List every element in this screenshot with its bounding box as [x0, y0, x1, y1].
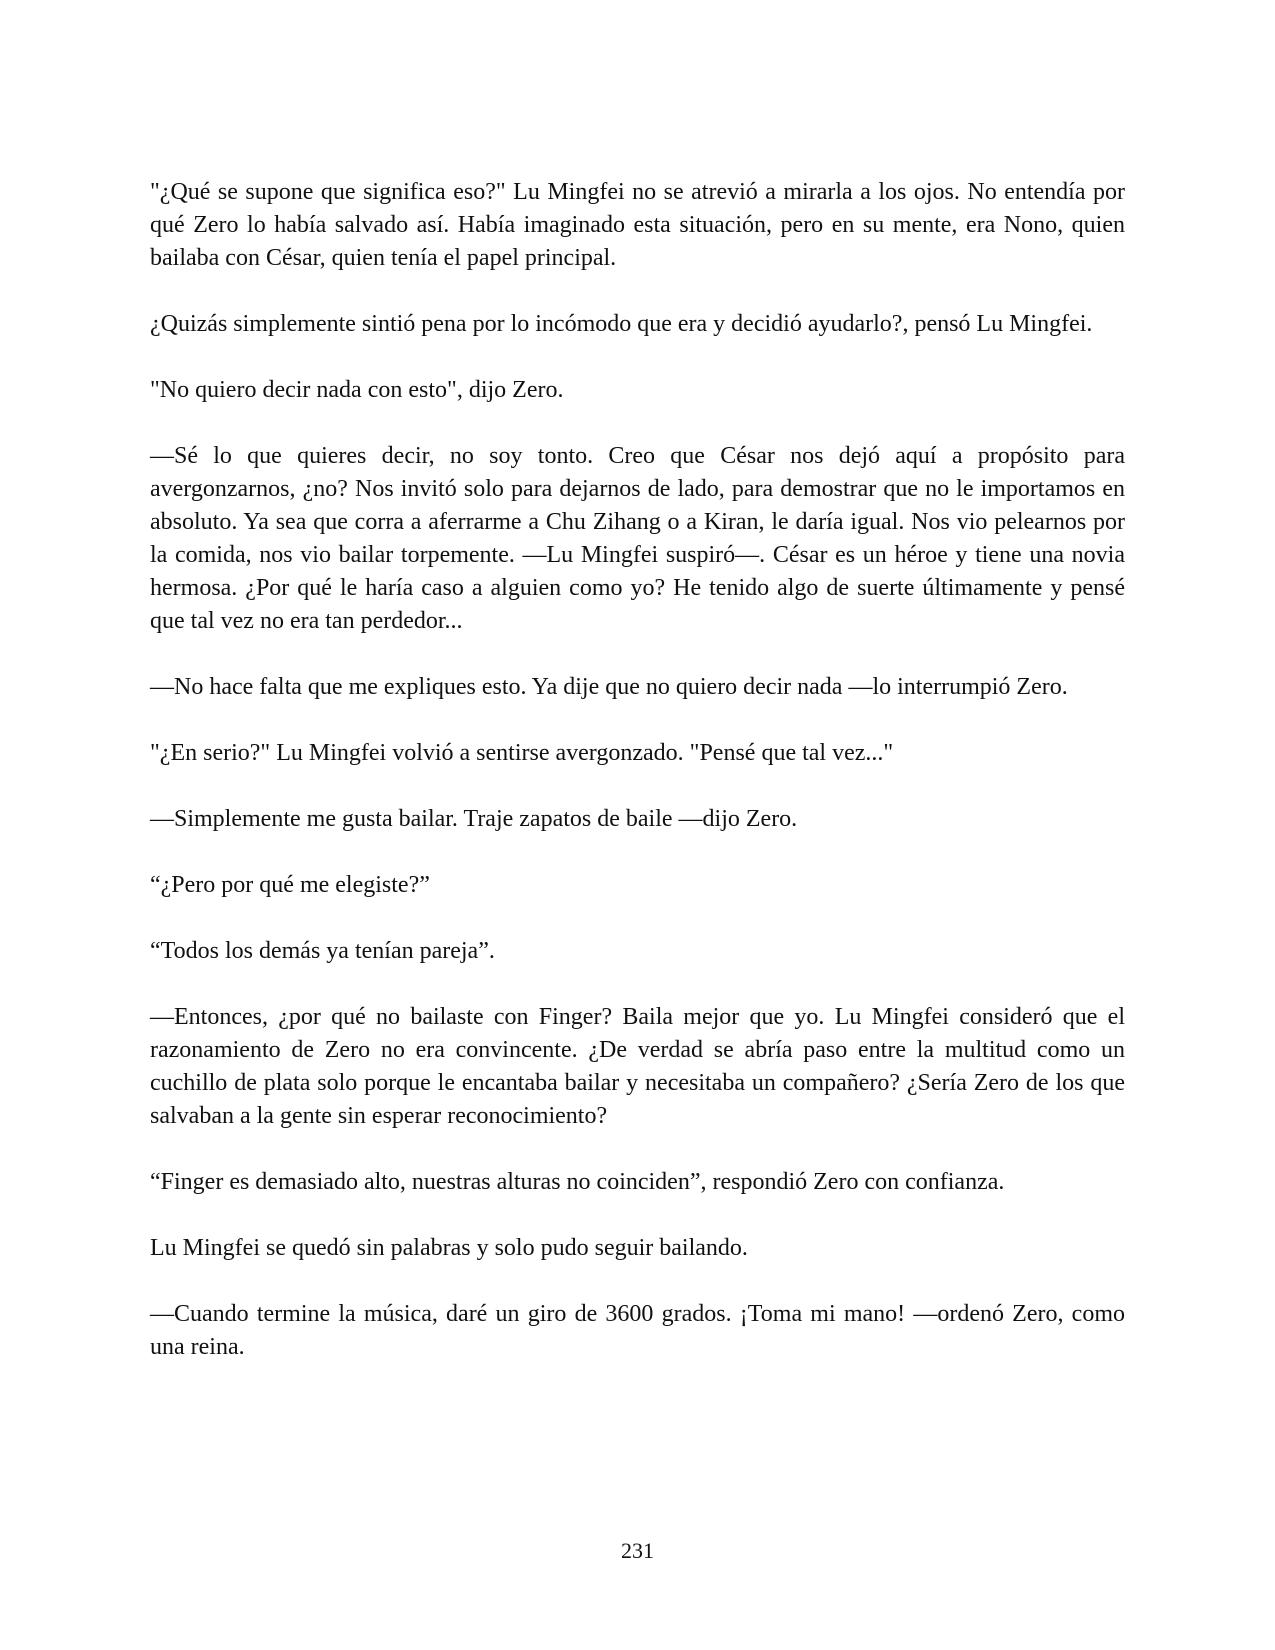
- paragraph: —Entonces, ¿por qué no bailaste con Finger? Baila mejor que yo. Lu Mingfei consideró que el razonamiento de Zero no era convincente. ¿De verdad se abría paso entre la multitud como un cuchillo de plata solo porque le encantaba bailar y necesitaba un compañero? ¿Sería Zero de los que salvaban a la gente sin esperar reconocimiento?: [150, 1004, 1125, 1129]
- paragraph: “Todos los demás ya tenían pareja”.: [150, 938, 495, 964]
- body-text: [150, 176, 1125, 1397]
- paragraph: “¿Pero por qué me elegiste?”: [150, 872, 430, 898]
- paragraph: Lu Mingfei se quedó sin palabras y solo pudo seguir bailando.: [150, 1235, 748, 1261]
- page-number: 231: [621, 1538, 654, 1563]
- paragraph: "¿Qué se supone que significa eso?" Lu Mingfei no se atrevió a mirarla a los ojos. No entendía por qué Zero lo había salvado así. Había imaginado esta situación, pero en su mente, era Nono, quien bailaba con César, quien tenía el papel principal.: [150, 179, 1125, 271]
- paragraph: "No quiero decir nada con esto", dijo Zero.: [150, 377, 564, 403]
- paragraph: ¿Quizás simplemente sintió pena por lo incómodo que era y decidió ayudarlo?, pensó Lu Mingfei.: [150, 311, 1093, 337]
- paragraph: —Sé lo que quieres decir, no soy tonto. Creo que César nos dejó aquí a propósito para avergonzarnos, ¿no? Nos invitó solo para dejarnos de lado, para demostrar que no le importamos en absoluto. Ya sea que corra a aferrarme a Chu Zihang o a Kiran, le daría igual. Nos vio pelearnos por la comida, nos vio bailar torpemente. —Lu Mingfei suspiró—. César es un héroe y tiene una novia hermosa. ¿Por qué le haría caso a alguien como yo? He tenido algo de suerte últimamente y pensé que tal vez no era tan perdedor...: [150, 443, 1125, 634]
- paragraph: "¿En serio?" Lu Mingfei volvió a sentirse avergonzado. "Pensé que tal vez...": [150, 740, 894, 766]
- paragraph: —Simplemente me gusta bailar. Traje zapatos de baile —dijo Zero.: [150, 806, 798, 832]
- paragraph: —No hace falta que me expliques esto. Ya dije que no quiero decir nada —lo interrumpió Zero.: [150, 674, 1068, 700]
- paragraph: “Finger es demasiado alto, nuestras alturas no coinciden”, respondió Zero con confianza.: [150, 1169, 1005, 1195]
- paragraph: —Cuando termine la música, daré un giro de 3600 grados. ¡Toma mi mano! —ordenó Zero, como una reina.: [150, 1301, 1125, 1360]
